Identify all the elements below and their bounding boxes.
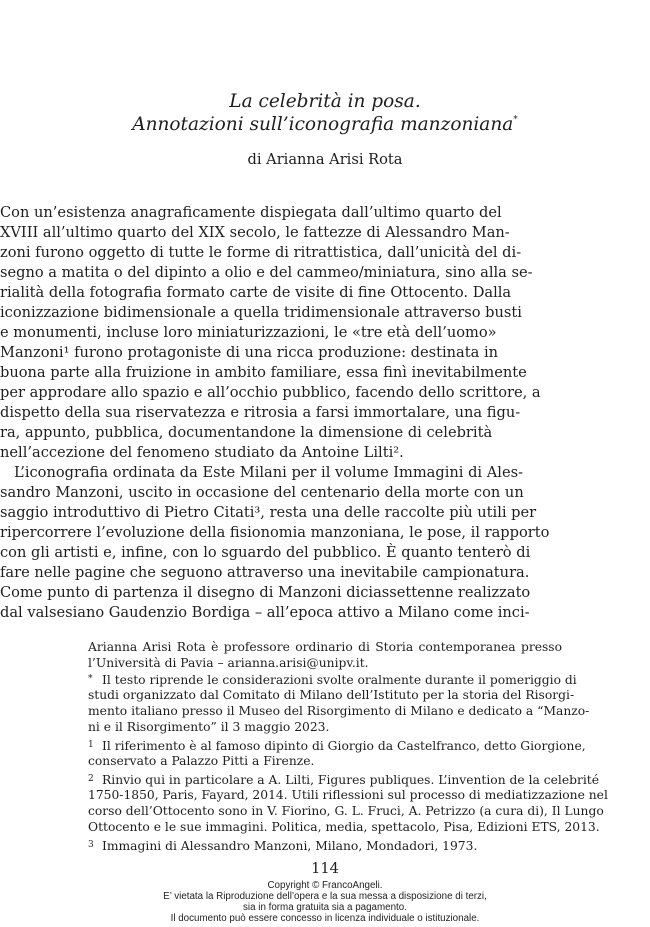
footnote-text: Rinvio qui in particolare a A. Lilti, Figures publiques. L’invention de la celebrité [102, 773, 600, 787]
article-title-line-2 [88, 113, 562, 136]
footnote-line: corso dell’Ottocento sono in V. Fiorino, G. L. Fruci, A. Petrizzo (a cura di), Il Lungo [88, 804, 604, 818]
copyright-line: sia in forma gratuita sia a pagamento. [243, 902, 407, 913]
body-line: segno a matita o del dipinto a olio e del cammeo/miniatura, sino alla se- [0, 264, 533, 281]
footnote-line: conservato a Palazzo Pitti a Firenze. [88, 754, 315, 768]
body-line: e monumenti, incluse loro miniaturizzazioni, le «tre età dell’uomo» [0, 324, 497, 341]
body-line: dal valsesiano Gaudenzio Bordiga – all’epoca attivo a Milano come inci- [0, 604, 530, 621]
footnote-text: Il testo riprende le considerazioni svolte oralmente durante il pomeriggio di [102, 673, 577, 687]
footnote-line: mento italiano presso il Museo del Risorgimento di Milano e dedicato a “Manzo- [88, 704, 590, 718]
footnote-marker: 2 [88, 774, 94, 784]
affiliation-note-line: l’Università di Pavia – arianna.arisi@unipv.it. [88, 656, 369, 670]
body-line: Manzoni¹ furono protagoniste di una ricca produzione: destinata in [0, 344, 499, 361]
body-line: iconizzazione bidimensionale a quella tridimensionale attraverso busti [0, 304, 522, 321]
title-footnote-marker: * [513, 115, 518, 125]
article-title-line-1: La celebrità in posa. [229, 91, 421, 112]
affiliation-note-line: Arianna Arisi Rota è professore ordinario di Storia contemporanea presso [88, 640, 562, 654]
body-line: Con un’esistenza anagraficamente dispiegata dall’ultimo quarto del [0, 204, 502, 221]
body-line: saggio introduttivo di Pietro Citati³, resta una delle raccolte più utili per [0, 504, 537, 521]
footnote-3 [88, 838, 562, 855]
body-line: XVIII all’ultimo quarto del XIX secolo, le fattezze di Alessandro Man- [0, 224, 510, 241]
body-line: ripercorrere l’evoluzione della fisionomia manzoniana, le pose, il rapporto [0, 524, 550, 541]
body-line: Come punto di partenza il disegno di Manzoni diciassettenne realizzato [0, 584, 531, 601]
body-line: con gli artisti e, infine, con lo sguardo del pubblico. È quanto tenterò di [0, 544, 531, 561]
footnote-line: studi organizzato dal Comitato di Milano dell’Istituto per la storia del Risorgi- [88, 688, 575, 702]
body-line: sandro Manzoni, uscito in occasione del centenario della morte con un [0, 484, 524, 501]
footnote-line: Ottocento e le sue immagini. Politica, media, spettacolo, Pisa, Edizioni ETS, 2013. [88, 820, 600, 834]
footnote-1 [88, 738, 586, 755]
body-line: per approdare allo spazio e all’occhio pubblico, facendo dello scrittore, a [0, 384, 541, 401]
footnote-star [88, 672, 577, 689]
footnote-marker: 1 [88, 740, 94, 750]
footnote-marker: 3 [88, 840, 94, 850]
footnote-line: ni e il Risorgimento” il 3 maggio 2023. [88, 720, 330, 734]
copyright-line: Il documento può essere concesso in licenza individuale o istituzionale. [170, 913, 480, 924]
footnote-line: 1750-1850, Paris, Fayard, 2014. Utili riflessioni sul processo di mediatizzazione nel [88, 788, 608, 802]
footnote-text: Immagini di Alessandro Manzoni, Milano, Mondadori, 1973. [102, 839, 478, 853]
body-line: nell’accezione del fenomeno studiato da Antoine Lilti². [0, 444, 404, 461]
author-byline: di Arianna Arisi Rota [247, 151, 403, 168]
body-line: ra, appunto, pubblica, documentandone la dimensione di celebrità [0, 424, 493, 441]
page-number: 114 [311, 860, 339, 877]
footnote-2 [88, 772, 600, 789]
copyright-line: Copyright © FrancoAngeli. [267, 880, 383, 891]
body-line: fare nelle pagine che seguono attraverso una inevitabile campionatura. [0, 564, 530, 581]
body-line: buona parte alla fruizione in ambito familiare, essa finì inevitabilmente [0, 364, 527, 381]
copyright-line: E’ vietata la Riproduzione dell’opera e la sua messa a disposizione di terzi, [163, 891, 487, 902]
article-title-line-2-text: Annotazioni sull’iconografia manzoniana [132, 114, 514, 135]
body-line: dispetto della sua riservatezza e ritrosia a farsi immortalare, una figu- [0, 404, 521, 421]
footnote-text: Il riferimento è al famoso dipinto di Giorgio da Castelfranco, detto Giorgione, [102, 739, 586, 753]
body-line: L’iconografia ordinata da Este Milani per il volume Immagini di Ales- [14, 464, 524, 481]
body-line: rialità della fotografia formato carte de visite di fine Ottocento. Dalla [0, 284, 512, 301]
body-line: zoni furono oggetto di tutte le forme di ritrattistica, dall’unicità del di- [0, 244, 522, 261]
footnote-marker: * [88, 674, 93, 684]
